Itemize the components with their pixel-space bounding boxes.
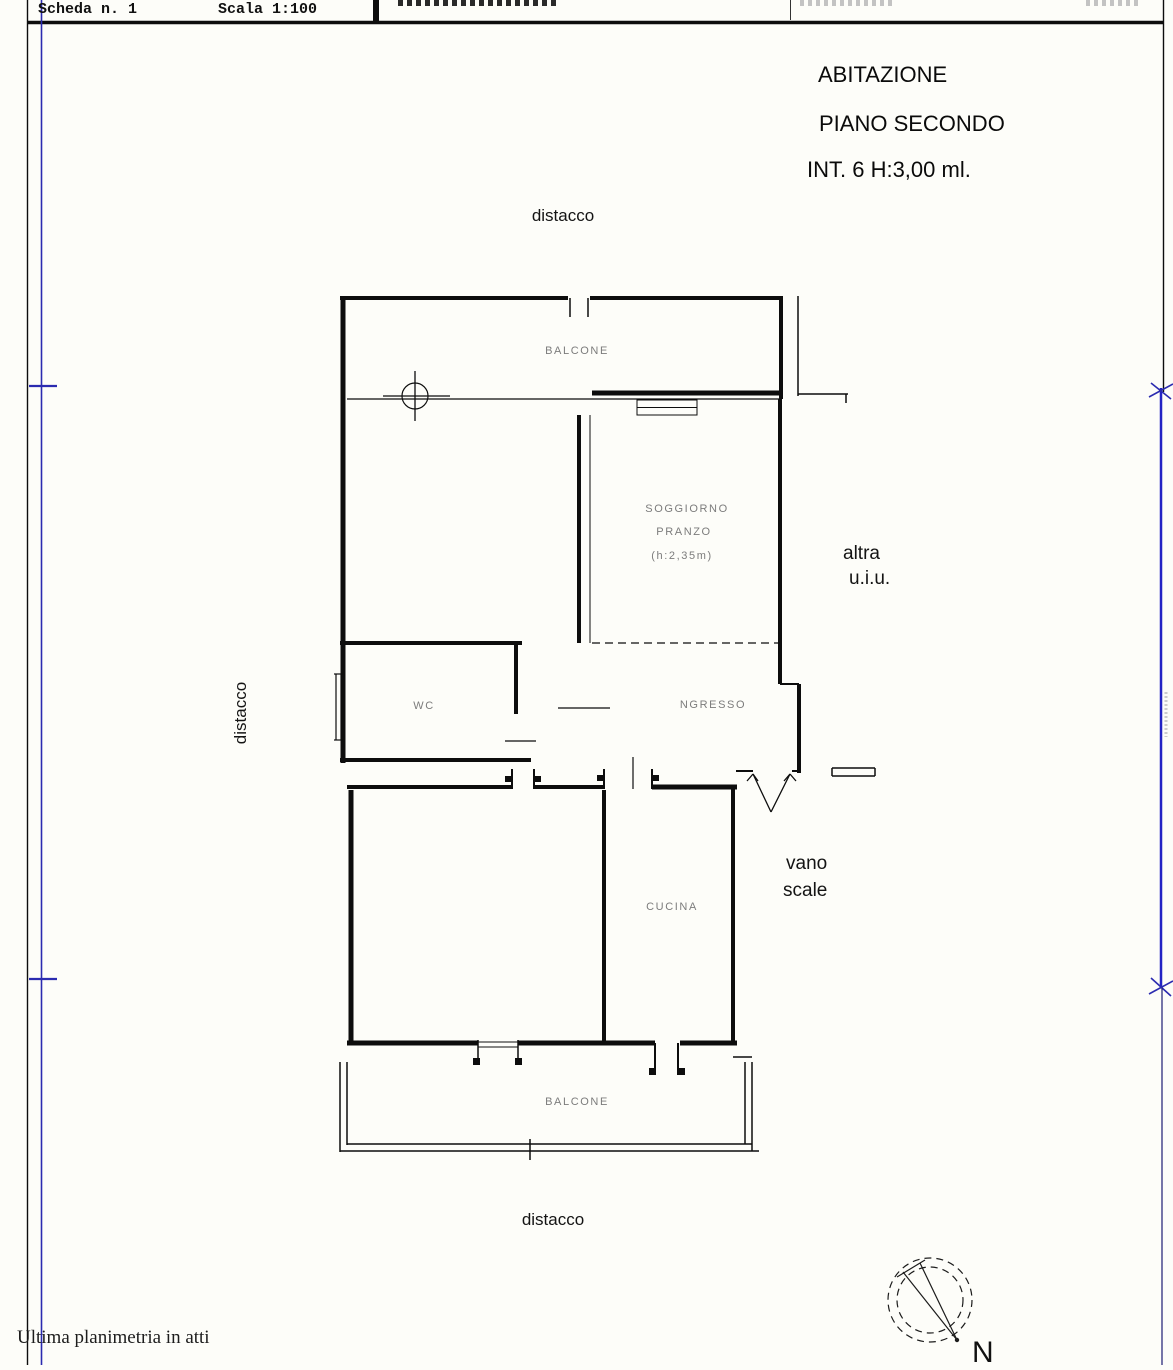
- title-interno-altezza: INT. 6 H:3,00 ml.: [807, 157, 971, 182]
- room-label-altezza-soggiorno: (h:2,35m): [651, 550, 713, 562]
- room-label-balcone-bottom: BALCONE: [545, 1096, 609, 1108]
- survey-cross-icon: [383, 371, 450, 421]
- walls: [334, 296, 875, 1160]
- room-label-cucina: CUCINA: [646, 901, 698, 913]
- room-label-soggiorno: SOGGIORNO: [645, 503, 729, 515]
- footer-note: Ultima planimetria in atti: [17, 1327, 210, 1348]
- annotation-vano-scale-line1: vano: [786, 853, 828, 874]
- room-label-wc: WC: [413, 700, 435, 712]
- page-frame: [27, 0, 1164, 1365]
- window-symbol-bottom: [473, 1040, 522, 1065]
- room-label-balcone-top: BALCONE: [545, 345, 609, 357]
- room-label-ingresso: NGRESSO: [679, 699, 747, 711]
- annotation-altra-uiu-line1: altra: [843, 543, 880, 564]
- fold-marks: [29, 0, 1173, 1365]
- scale-label: Scala 1:100: [218, 1, 318, 18]
- compass-icon: [888, 1258, 972, 1342]
- vano-scale-wall-stub: [832, 768, 875, 776]
- annotation-distacco-bottom: distacco: [521, 1210, 585, 1229]
- header-clipped-text-faint-1: [800, 0, 892, 6]
- room-label-pranzo: PRANZO: [656, 526, 712, 538]
- title-piano: PIANO SECONDO: [819, 111, 1005, 136]
- annotation-distacco-top: distacco: [531, 206, 595, 225]
- balcony-door-symbol: [649, 1043, 685, 1075]
- title-abitazione: ABITAZIONE: [818, 62, 948, 87]
- header-clipped-text: [398, 0, 558, 6]
- bottom-balcony-parapet: [340, 1057, 759, 1160]
- annotation-altra-uiu-line2: u.i.u.: [849, 568, 891, 589]
- annotation-vano-scale-line2: scale: [783, 880, 828, 901]
- header-clipped-text-faint-2: [1086, 0, 1142, 6]
- entry-door-symbol: [747, 774, 796, 812]
- scheda-number: Scheda n. 1: [38, 1, 138, 18]
- annotation-distacco-left: distacco: [231, 681, 250, 745]
- compass-north-label: N: [972, 1336, 994, 1369]
